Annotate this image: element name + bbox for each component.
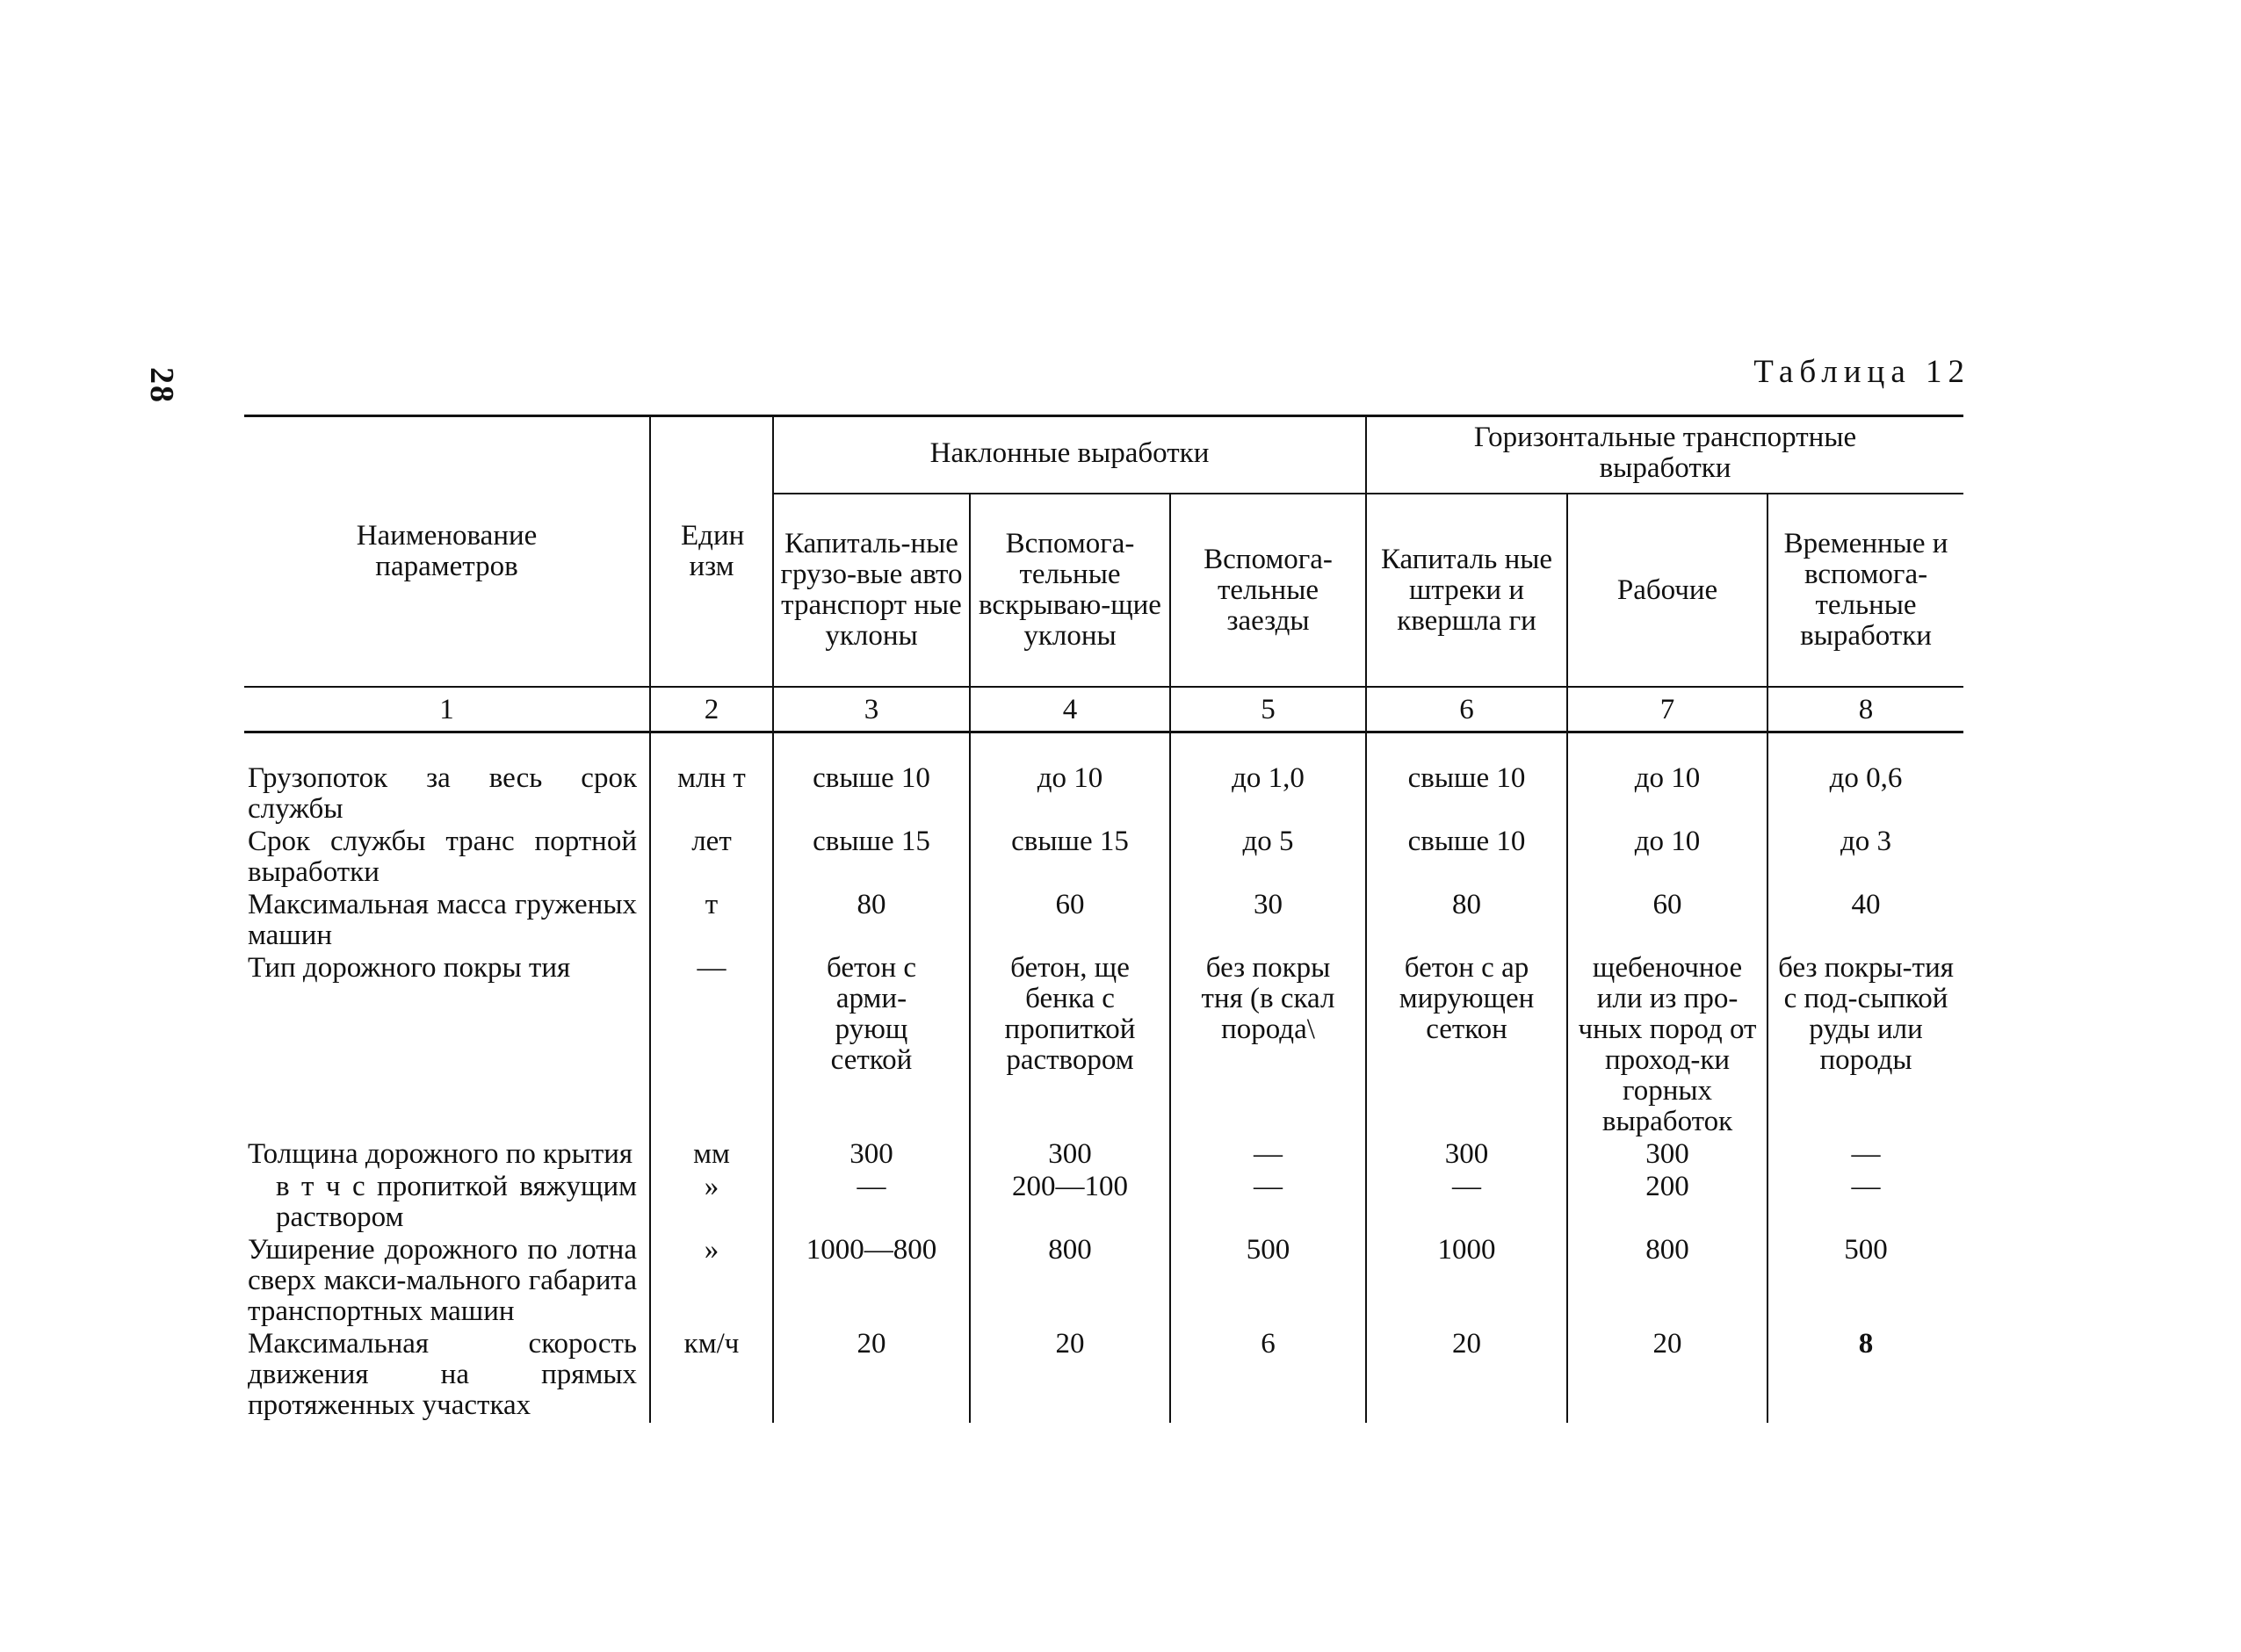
- table-cell: —: [773, 1172, 970, 1235]
- column-number-5: 5: [1170, 687, 1366, 732]
- param-name: Максимальная скорость движения на прямых протяженных участках: [248, 1328, 637, 1421]
- table-cell: —: [1170, 1139, 1366, 1172]
- param-unit: »: [650, 1235, 773, 1329]
- header-col-8: Временные и вспомога-тельные выработки: [1767, 494, 1963, 687]
- table-cell: 300: [1567, 1139, 1767, 1172]
- param-name: Толщина дорожного по крытия: [248, 1138, 633, 1170]
- column-number-7: 7: [1567, 687, 1767, 732]
- table-cell: бетон с арми-рующ сеткой: [773, 953, 970, 1139]
- table-row: [244, 890, 1963, 953]
- table-row: [244, 953, 1963, 1139]
- header-group-horizontal: Горизонтальные транспортные выработки: [1366, 416, 1963, 494]
- table-cell: до 3: [1767, 826, 1963, 890]
- table-row: [244, 1235, 1963, 1329]
- table-cell: до 5: [1170, 826, 1366, 890]
- table-cell: свыше 10: [773, 763, 970, 826]
- table-cell: 80: [1366, 890, 1567, 953]
- table-cell: 300: [970, 1139, 1170, 1172]
- param-unit: лет: [650, 826, 773, 890]
- table-cell: 20: [1366, 1329, 1567, 1423]
- param-unit: км/ч: [650, 1329, 773, 1423]
- page-number: 28: [143, 367, 180, 404]
- column-number-2: 2: [650, 687, 773, 732]
- column-number-8: 8: [1767, 687, 1963, 732]
- param-unit: —: [650, 953, 773, 1139]
- table-cell: до 0,6: [1767, 763, 1963, 826]
- column-number-6: 6: [1366, 687, 1567, 732]
- table-cell: 800: [970, 1235, 1170, 1329]
- table-cell: —: [1767, 1172, 1963, 1235]
- table-cell: 60: [970, 890, 1170, 953]
- table-row: [244, 763, 1963, 826]
- table-cell: 1000—800: [773, 1235, 970, 1329]
- header-unit: Един изм: [650, 416, 773, 688]
- param-unit: »: [650, 1172, 773, 1235]
- table-cell: —: [1366, 1172, 1567, 1235]
- table-cell: 500: [1170, 1235, 1366, 1329]
- table-cell: до 10: [970, 763, 1170, 826]
- table-cell: 30: [1170, 890, 1366, 953]
- table-cell: 20: [970, 1329, 1170, 1423]
- table-cell: до 10: [1567, 763, 1767, 826]
- table-row: [244, 1329, 1963, 1423]
- table-cell: без покры-тия с под-сыпкой руды или породы: [1767, 953, 1963, 1139]
- param-name: Уширение дорожного по лотна сверх макси-мального габарита транспортных машин: [248, 1234, 637, 1327]
- param-name: Грузопоток за весь срок службы: [248, 762, 637, 825]
- table-cell: свыше 10: [1366, 763, 1567, 826]
- table-row: [244, 826, 1963, 890]
- table-cell: бетон с ар мирующен сеткон: [1366, 953, 1567, 1139]
- table-cell: щебеночное или из про-чных пород от проход-ки горных выработок: [1567, 953, 1767, 1139]
- param-name: Тип дорожного покры тия: [248, 952, 571, 984]
- table-cell: свыше 10: [1366, 826, 1567, 890]
- table-cell: 80: [773, 890, 970, 953]
- column-number-3: 3: [773, 687, 970, 732]
- table-caption: Таблица 12: [1753, 354, 1970, 390]
- table-cell: —: [1170, 1172, 1366, 1235]
- table-cell: —: [1767, 1139, 1963, 1172]
- parameters-table: [244, 415, 1963, 1423]
- table-cell: 8: [1767, 1329, 1963, 1423]
- param-unit: млн т: [650, 763, 773, 826]
- param-name: Срок службы транс портной выработки: [248, 826, 637, 888]
- param-name-text: в т ч с пропиткой вяжущим раствором: [276, 1171, 637, 1233]
- param-unit: т: [650, 890, 773, 953]
- table-cell: без покры тня (в скал порода\: [1170, 953, 1366, 1139]
- table-cell: 300: [1366, 1139, 1567, 1172]
- table-cell: 1000: [1366, 1235, 1567, 1329]
- table-cell: 300: [773, 1139, 970, 1172]
- table-cell: 500: [1767, 1235, 1963, 1329]
- table-cell: 200: [1567, 1172, 1767, 1235]
- table-cell: до 10: [1567, 826, 1767, 890]
- header-col-7: Рабочие: [1567, 494, 1767, 687]
- header-group-inclined: Наклонные выработки: [773, 416, 1366, 494]
- table-cell: 20: [773, 1329, 970, 1423]
- table-cell: 800: [1567, 1235, 1767, 1329]
- column-number-1: 1: [244, 687, 650, 732]
- table-row: [244, 1139, 1963, 1172]
- header-col-4: Вспомога-тельные вскрываю-щие уклоны: [970, 494, 1170, 687]
- header-col-6: Капиталь ные штреки и квершла ги: [1366, 494, 1567, 687]
- table-cell: 60: [1567, 890, 1767, 953]
- header-col-3: Капиталь-ные грузо-вые авто транспорт ные уклоны: [773, 494, 970, 687]
- table-cell: бетон, ще бенка с пропиткой раствором: [970, 953, 1170, 1139]
- header-col-5: Вспомога-тельные заезды: [1170, 494, 1366, 687]
- table-cell: 6: [1170, 1329, 1366, 1423]
- header-param-name: Наименование параметров: [244, 416, 650, 688]
- param-unit: мм: [650, 1139, 773, 1172]
- table-cell: свыше 15: [970, 826, 1170, 890]
- param-name: Максимальная масса груженых машин: [248, 889, 637, 951]
- column-number-4: 4: [970, 687, 1170, 732]
- table-cell: 200—100: [970, 1172, 1170, 1235]
- param-name: [244, 1172, 650, 1235]
- table-cell: 20: [1567, 1329, 1767, 1423]
- table-row: [244, 1172, 1963, 1235]
- table-cell: свыше 15: [773, 826, 970, 890]
- table-cell: до 1,0: [1170, 763, 1366, 826]
- table-cell: 40: [1767, 890, 1963, 953]
